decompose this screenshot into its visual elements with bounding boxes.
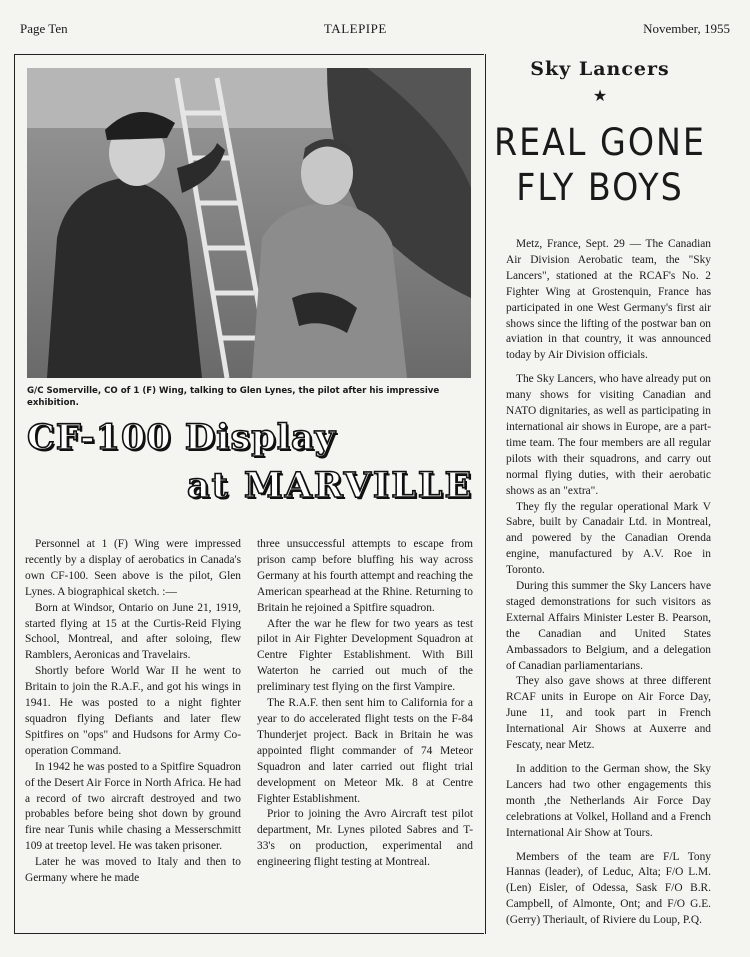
paragraph: Shortly before World War II he went to Britain to join the R.A.F., and got his wings in 1941. He was posted to a night fighter squadron flying Defiants and later flew Spitfires on "ops" and Hudsons for Army Co-operation Command.	[25, 665, 241, 757]
paragraph: Metz, France, Sept. 29 — The Canadian Air Division Aerobatic team, the "Sky Lancers", stationed at the RCAF's No. 2 Fighter Wing at Grostenquin, France has participated in one West Germany's first air shows since the lifting of the postwar ban on aviation in that country, it was announced today by Air Division officials.	[506, 238, 711, 362]
paragraph: The R.A.F. then sent him to California for a year to do accelerated flight tests on the F-84 Thunderjet project. Back in Britain he was appointed flight commander of 74 Meteor Squadron and later carried out flight trial development on Meteor Mk. 8 at Centre Fighter Establishment.	[257, 697, 473, 805]
paragraph: In addition to the German show, the Sky Lancers had two other engagements this month ,the Netherlands Air Force Day celebrations at Volkel, Holland and a French International Air Show at Tours.	[506, 763, 711, 839]
issue-date: November, 1955	[643, 21, 730, 36]
headline-line1: CF-100 Display	[27, 417, 337, 458]
sidebar-article	[485, 54, 713, 934]
paragraph: They also gave shows at three different RCAF units in Europe on Air Force Day, June 11, and took part in French International Air Shows at Auxerre and Fescaty, near Metz.	[506, 675, 711, 752]
paragraph: Members of the team are F/L Tony Hannas (leader), of Leduc, Alta; F/O L.M. (Len) Eisler, of Odessa, Sask F/O B.R. Campbell, of Almonte, Ont; and F/O G.E. (Gerry) Theriault, of Riviere du Loup, P.Q.	[506, 850, 711, 927]
article-body	[25, 537, 473, 922]
sidebar-headline-line2: FLY BOYS	[516, 166, 684, 209]
main-article	[14, 54, 484, 934]
sidebar-headline	[486, 120, 714, 210]
paragraph: In 1942 he was posted to a Spitfire Squadron of the Desert Air Force in North Africa. He had a record of two aircraft destroyed and two probables before being shot down by ground fire near Tunis while chasing a Messerschmitt 109 at treetop level. He was taken prisoner.	[25, 760, 241, 853]
paragraph: After the war he flew for two years as test pilot in Air Fighter Development Squadron at Centre Fighter Establishment. With Bill Waterton he carried out much of the preliminary test flying on the first Vampire.	[257, 617, 473, 694]
sky-lancers-logo: Sky Lancers	[530, 58, 670, 80]
article-photo	[27, 68, 471, 378]
headline-line2: at MARVILLE	[187, 465, 474, 506]
paragraph: Personnel at 1 (F) Wing were impressed recently by a display of aerobatics in Canada's own CF-100. Seen above is the pilot, Glen Lynes. A biographical sketch. :—	[25, 538, 241, 598]
article-column-1	[25, 537, 241, 922]
sidebar-body	[506, 237, 711, 937]
page-number: Page Ten	[20, 21, 68, 36]
publication-title: TALEPIPE	[323, 21, 387, 36]
article-column-2	[257, 537, 473, 922]
paragraph: Prior to joining the Avro Aircraft test pilot department, Mr. Lynes piloted Sabres and T-33's on production, experimental and engineering flight testing at Montreal.	[257, 808, 473, 869]
photo-caption: G/C Somerville, CO of 1 (F) Wing, talking to Glen Lynes, the pilot after his impressive exhibition.	[27, 386, 440, 408]
star-icon: ★	[592, 88, 608, 105]
paragraph: Later he was moved to Italy and then to Germany where he made	[25, 856, 241, 885]
sidebar-headline-line1: REAL GONE	[494, 121, 706, 164]
paragraph: The Sky Lancers, who have already put on many shows for visiting Canadian and NATO dignitaries, as well as participating in international air shows in Europe, are a part-time team. The four members are all regular pilots with their squadrons, and carry out normal flying duties, with their aerobatic shows as an "extra".	[506, 373, 711, 497]
paragraph: three unsuccessful attempts to escape from prison camp before bluffing his way across Germany at his fourth attempt and reaching the American spearhead at the Rhine. Returning to Britain he rejoined a Spitfire squadron.	[257, 538, 473, 614]
paragraph: They fly the regular operational Mark V Sabre, built by Canadair Ltd. in Montreal, and powered by the Canadian Orenda engine, manufactured by A.V. Roe in Toronto.	[506, 500, 711, 577]
page-header	[20, 18, 730, 40]
paragraph: Born at Windsor, Ontario on June 21, 1919, started flying at 15 at the Curtis-Reid Flying School, Montreal, and after soloing, flew Ramblers, Aeronicas and Travelairs.	[25, 601, 241, 662]
paragraph: During this summer the Sky Lancers have staged demonstrations for such visitors as External Affairs Minister Lester B. Pearson, the Canadian and United States Ambassadors to Belgium, and a delegation of Canadian parliamentarians.	[506, 580, 711, 672]
